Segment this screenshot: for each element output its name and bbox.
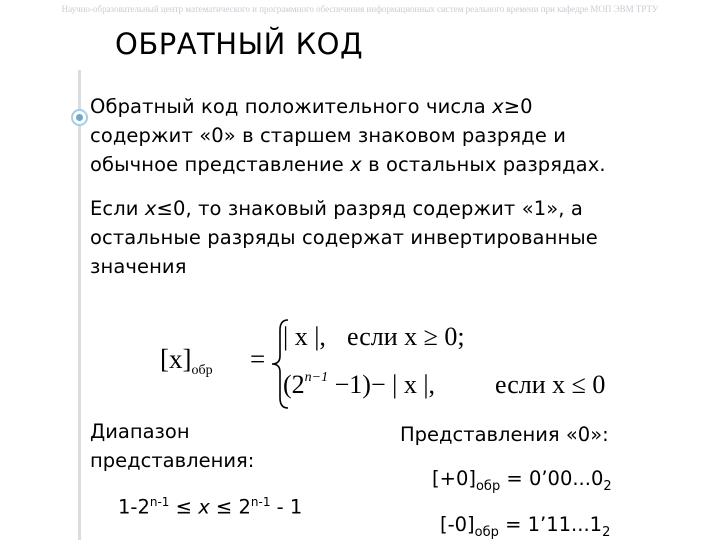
formula-block [155,318,635,414]
bullet-circle-icon [71,109,88,126]
paragraph-negative-line2: остальные разряды содержат инвертированные [90,226,598,249]
formula-case1-expr: | x |, [283,322,326,351]
paragraph-positive-line2: содержит «0» в старшем знаковом разряде и [90,124,566,147]
paragraph-negative-line1: Если x≤0, то знаковый разряд содержит «1», а [90,197,583,220]
paragraph-negative-line3: значения [90,255,187,278]
slide-title: ОБРАТНЫЙ КОД [115,27,364,61]
paragraph-positive-line1: Обратный код положительного числа x≥0 [90,95,533,118]
zero-repr-negative: $[-0]_{обр}$ = $1’11...1_2$ [440,513,611,540]
formula-case2-cond: если x ≤ 0 [495,370,606,399]
decorative-vertical-line [78,70,81,540]
paragraph-positive [90,92,710,179]
range-label-line1: Диапазон [90,420,190,443]
zero-repr-label: Представления «0»: [400,423,609,446]
range-label-line2: представления: [90,449,255,472]
formula-case2-expr: $(2^{n-1} -1)-$ | x |, [283,370,436,399]
watermark-text: Научно-образовательный центр математического и программного обеспечения информационных систем реального времени при кафедре МОП ЭВМ ТРТУ [61,4,659,14]
formula-equals: = [250,344,266,374]
paragraph-negative [90,194,710,281]
formula-lhs: $[x]_{обр}$ [160,344,213,378]
zero-repr-positive: $[+0]_{обр}$ = $0’00...0_2$ [432,467,612,494]
paragraph-positive-line3: обычное представление x в остальных разрядах. [90,153,606,176]
range-value: $1-2^{n-1} \le x \le 2^{n-1} - 1$ [118,495,303,519]
range-label [90,417,320,475]
formula-case1-cond: если x ≥ 0; [347,322,465,351]
